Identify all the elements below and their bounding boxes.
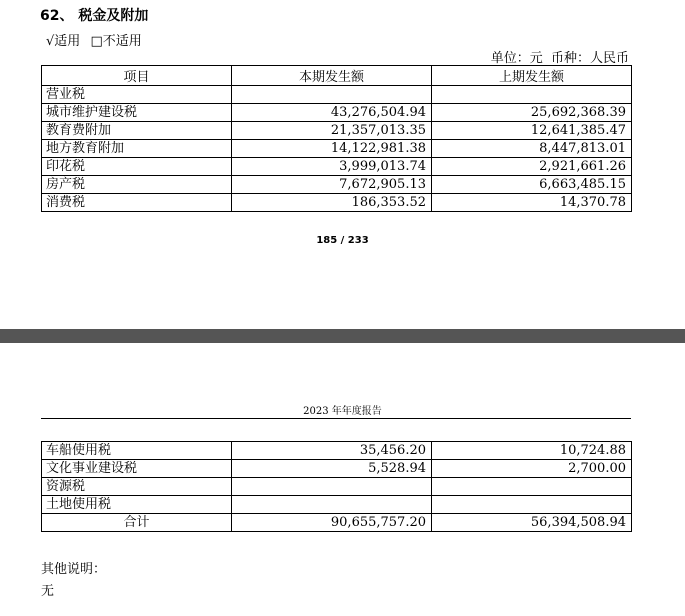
row-prior-amount <box>432 478 632 496</box>
notes-value: 无 <box>41 584 55 599</box>
not-applicable-option: □不适用 <box>90 34 142 49</box>
table-row <box>42 194 632 212</box>
row-prior-amount: 10,724.88 <box>432 442 632 460</box>
row-prior-amount: 8,447,813.01 <box>432 140 632 158</box>
row-current-amount <box>232 496 432 514</box>
table-row <box>42 176 632 194</box>
tax-table-part1 <box>41 65 632 212</box>
unit-currency-label: 单位：元 币种：人民币 <box>490 51 629 66</box>
table-row <box>42 442 632 460</box>
row-prior-amount: 25,692,368.39 <box>432 104 632 122</box>
table-row <box>42 496 632 514</box>
total-label: 合计 <box>42 514 232 532</box>
table-row <box>42 460 632 478</box>
row-item-name: 印花税 <box>42 158 232 176</box>
row-current-amount: 186,353.52 <box>232 194 432 212</box>
row-item-name: 资源税 <box>42 478 232 496</box>
header-current-period: 本期发生额 <box>232 66 432 86</box>
row-prior-amount: 2,700.00 <box>432 460 632 478</box>
row-item-name: 车船使用税 <box>42 442 232 460</box>
row-item-name: 文化事业建设税 <box>42 460 232 478</box>
row-item-name: 土地使用税 <box>42 496 232 514</box>
notes-label: 其他说明： <box>41 562 107 577</box>
row-current-amount: 5,528.94 <box>232 460 432 478</box>
row-prior-amount <box>432 86 632 104</box>
row-prior-amount: 12,641,385.47 <box>432 122 632 140</box>
header-rule <box>41 418 631 419</box>
table-row <box>42 158 632 176</box>
row-item-name: 城市维护建设税 <box>42 104 232 122</box>
row-current-amount: 35,456.20 <box>232 442 432 460</box>
section-title: 62、 税金及附加 <box>40 8 149 24</box>
table-header-row <box>42 66 632 86</box>
table-row <box>42 478 632 496</box>
table-row <box>42 86 632 104</box>
table-row <box>42 104 632 122</box>
row-item-name: 教育费附加 <box>42 122 232 140</box>
row-current-amount: 43,276,504.94 <box>232 104 432 122</box>
row-prior-amount: 2,921,661.26 <box>432 158 632 176</box>
table-row <box>42 140 632 158</box>
row-current-amount: 3,999,013.74 <box>232 158 432 176</box>
row-item-name: 地方教育附加 <box>42 140 232 158</box>
row-current-amount: 7,672,905.13 <box>232 176 432 194</box>
row-current-amount <box>232 478 432 496</box>
table-row <box>42 122 632 140</box>
row-prior-amount: 14,370.78 <box>432 194 632 212</box>
applicable-option: √适用 <box>46 34 81 49</box>
tax-table-part2 <box>41 441 632 532</box>
row-current-amount: 14,122,981.38 <box>232 140 432 158</box>
page-break-divider <box>0 329 685 343</box>
report-header: 2023 年年度报告 <box>303 406 382 417</box>
applicability-options <box>46 30 142 49</box>
header-prior-period: 上期发生额 <box>432 66 632 86</box>
row-prior-amount: 6,663,485.15 <box>432 176 632 194</box>
total-row <box>42 514 632 532</box>
row-current-amount: 21,357,013.35 <box>232 122 432 140</box>
page-number: 185 / 233 <box>316 235 369 246</box>
total-current-amount: 90,655,757.20 <box>232 514 432 532</box>
header-item: 项目 <box>42 66 232 86</box>
row-item-name: 营业税 <box>42 86 232 104</box>
row-prior-amount <box>432 496 632 514</box>
row-item-name: 消费税 <box>42 194 232 212</box>
row-current-amount <box>232 86 432 104</box>
total-prior-amount: 56,394,508.94 <box>432 514 632 532</box>
row-item-name: 房产税 <box>42 176 232 194</box>
